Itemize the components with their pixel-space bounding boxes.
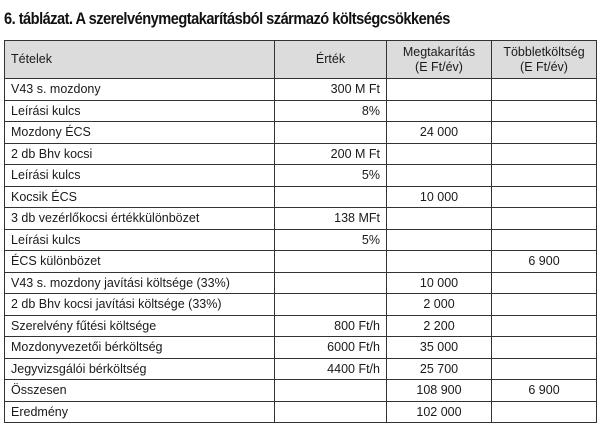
- table-row: [5, 208, 597, 230]
- row-extra-cost: [492, 165, 597, 187]
- header-savings: [387, 41, 492, 79]
- table-row: [5, 165, 597, 187]
- row-value: 300 M Ft: [275, 79, 387, 101]
- table-row: [5, 401, 597, 423]
- table-row: [5, 358, 597, 380]
- row-extra-cost: [492, 122, 597, 144]
- header-savings-line2: (E Ft/év): [415, 59, 463, 74]
- row-value: [275, 251, 387, 273]
- row-item: 2 db Bhv kocsi javítási költsége (33%): [5, 294, 275, 316]
- row-item: Leírási kulcs: [5, 165, 275, 187]
- table-row: [5, 294, 597, 316]
- row-extra-cost: [492, 143, 597, 165]
- row-extra-cost: [492, 337, 597, 359]
- table-row: [5, 122, 597, 144]
- row-savings: [387, 208, 492, 230]
- row-savings: [387, 143, 492, 165]
- row-savings: 2 200: [387, 315, 492, 337]
- row-value: 5%: [275, 165, 387, 187]
- row-value: 5%: [275, 229, 387, 251]
- row-extra-cost: 6 900: [492, 380, 597, 402]
- row-savings: 10 000: [387, 186, 492, 208]
- row-value: 800 Ft/h: [275, 315, 387, 337]
- row-savings: [387, 229, 492, 251]
- row-savings: [387, 79, 492, 101]
- header-value: Érték: [275, 41, 387, 79]
- header-extra-cost-line2: (E Ft/év): [520, 59, 568, 74]
- header-extra-cost: [492, 41, 597, 79]
- row-value: [275, 186, 387, 208]
- row-item: Kocsik ÉCS: [5, 186, 275, 208]
- row-item: 3 db vezérlőkocsi értékkülönbözet: [5, 208, 275, 230]
- row-value: 200 M Ft: [275, 143, 387, 165]
- row-savings: [387, 251, 492, 273]
- row-extra-cost: [492, 229, 597, 251]
- row-savings: 2 000: [387, 294, 492, 316]
- row-savings: 10 000: [387, 272, 492, 294]
- row-savings: 102 000: [387, 401, 492, 423]
- header-savings-line1: Megtakarítás: [402, 44, 476, 59]
- row-value: [275, 294, 387, 316]
- table-row: [5, 315, 597, 337]
- row-value: [275, 122, 387, 144]
- header-extra-cost-line1: Többletköltség: [503, 44, 585, 59]
- row-item: V43 s. mozdony javítási költsége (33%): [5, 272, 275, 294]
- table-row: [5, 143, 597, 165]
- row-item: ÉCS különbözet: [5, 251, 275, 273]
- row-extra-cost: 6 900: [492, 251, 597, 273]
- row-item: Leírási kulcs: [5, 229, 275, 251]
- row-value: [275, 401, 387, 423]
- row-extra-cost: [492, 294, 597, 316]
- row-extra-cost: [492, 79, 597, 101]
- row-value: 4400 Ft/h: [275, 358, 387, 380]
- table-row: [5, 380, 597, 402]
- row-savings: [387, 100, 492, 122]
- row-value: 138 MFt: [275, 208, 387, 230]
- row-savings: [387, 165, 492, 187]
- row-savings: 108 900: [387, 380, 492, 402]
- table-row: [5, 272, 597, 294]
- table-header-row: [5, 41, 597, 79]
- row-item: Összesen: [5, 380, 275, 402]
- row-item: Szerelvény fűtési költsége: [5, 315, 275, 337]
- row-savings: 35 000: [387, 337, 492, 359]
- table-row: [5, 79, 597, 101]
- table-title: 6. táblázat. A szerelvénymegtakarításból származó költségcsökkenés: [4, 9, 450, 28]
- row-savings: 25 700: [387, 358, 492, 380]
- row-value: 8%: [275, 100, 387, 122]
- row-extra-cost: [492, 186, 597, 208]
- row-extra-cost: [492, 358, 597, 380]
- row-value: [275, 272, 387, 294]
- header-items: Tételek: [5, 41, 275, 79]
- cost-reduction-table: [4, 40, 597, 423]
- row-extra-cost: [492, 315, 597, 337]
- row-item: Jegyvizsgálói bérköltség: [5, 358, 275, 380]
- row-value: 6000 Ft/h: [275, 337, 387, 359]
- row-item: Eredmény: [5, 401, 275, 423]
- row-extra-cost: [492, 272, 597, 294]
- row-item: V43 s. mozdony: [5, 79, 275, 101]
- table-row: [5, 186, 597, 208]
- table-row: [5, 251, 597, 273]
- row-value: [275, 380, 387, 402]
- row-item: Mozdonyvezetői bérköltség: [5, 337, 275, 359]
- row-extra-cost: [492, 208, 597, 230]
- row-extra-cost: [492, 401, 597, 423]
- row-item: 2 db Bhv kocsi: [5, 143, 275, 165]
- row-extra-cost: [492, 100, 597, 122]
- table-row: [5, 100, 597, 122]
- row-item: Mozdony ÉCS: [5, 122, 275, 144]
- table-row: [5, 229, 597, 251]
- table-row: [5, 337, 597, 359]
- row-savings: 24 000: [387, 122, 492, 144]
- row-item: Leírási kulcs: [5, 100, 275, 122]
